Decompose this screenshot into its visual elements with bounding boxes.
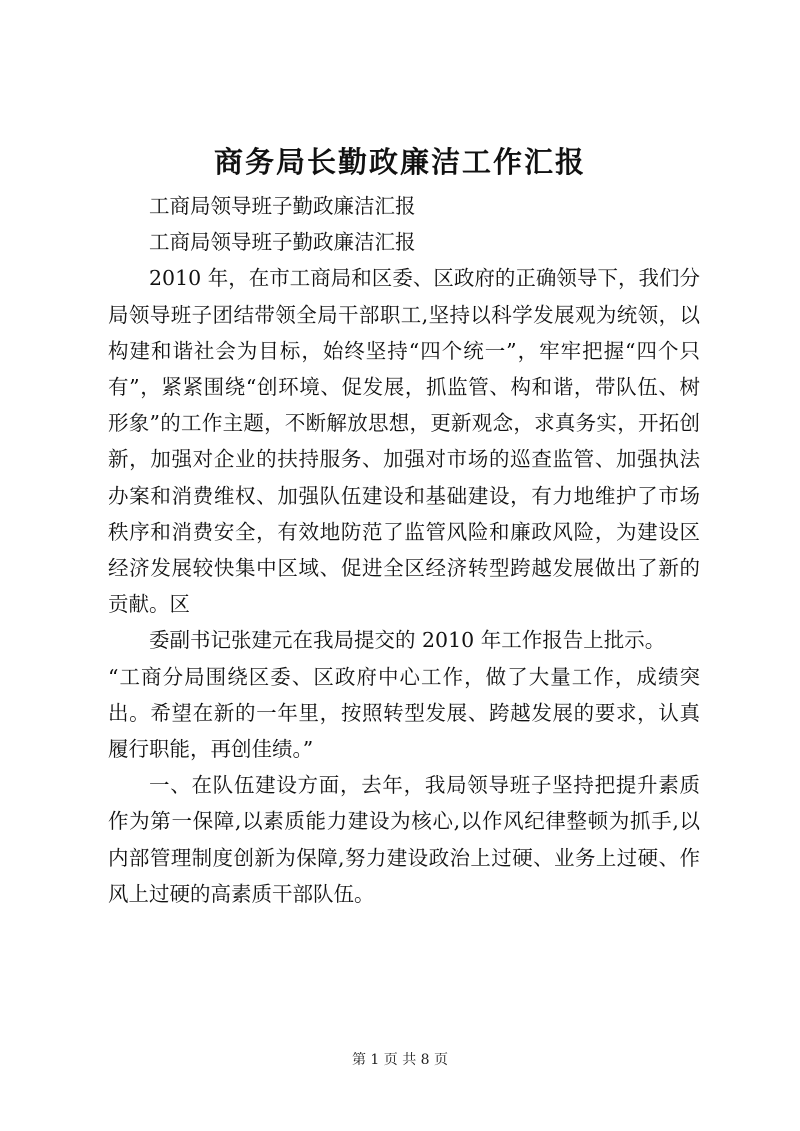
document-title: 商务局长勤政廉洁工作汇报 — [213, 145, 586, 179]
paragraph-subtitle-1: 工商局领导班子勤政廉洁汇报 — [149, 194, 416, 218]
paragraph-summary: 2010 年，在市工商局和区委、区政府的正确领导下，我们分局领导班子团结带领全局干部职工,坚持以科学发展观为统领，以构建和谐社会为目标，始终坚持“四个统一”，牢牢把握“四个只有”，紧紧围绕“创环境、促发展，抓监管、构和谐，带队伍、树形象”的工作主题，不断解放思想，更新观念，求真务实，开拓创新，加强对企业的扶持服务、加强对市场的巡查监管、加强执法办案和消费维权、加强队伍建设和基础建设，有力地维护了市场秩序和消费安全，有效地防范了监管风险和廉政风险，为建设区经济发展较快集中区域、促进全区经济转型跨越发展做出了新的贡献。区 — [108, 266, 700, 617]
paragraph-team-building: 一、在队伍建设方面，去年，我局领导班子坚持把提升素质作为第一保障,以素质能力建设为核心,以作风纪律整顿为抓手,以内部管理制度创新为保障,努力建设政治上过硬、业务上过硬、作风上过硬的高素质干部队伍。 — [108, 773, 700, 906]
paragraph-subtitle-2: 工商局领导班子勤政廉洁汇报 — [149, 230, 416, 255]
paragraph-quote: “工商分局围绕区委、区政府中心工作，做了大量工作，成绩突出。希望在新的一年里，按照转型发展、跨越发展的要求，认真履行职能，再创佳绩。” — [108, 664, 700, 762]
page-footer: 第 1 页 共 8 页 — [351, 1052, 449, 1068]
document-body — [108, 188, 700, 912]
paragraph-instruction: 委副书记张建元在我局提交的 2010 年工作报告上批示。 — [149, 628, 666, 653]
